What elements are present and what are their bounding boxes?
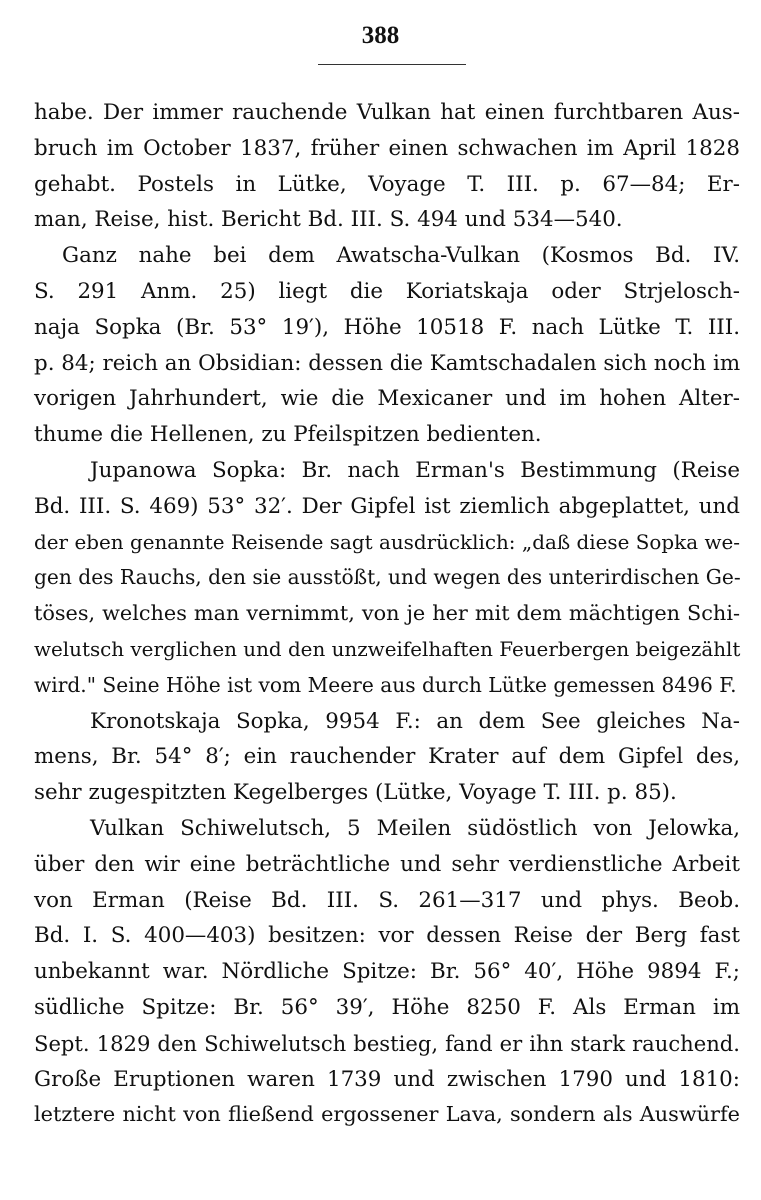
- text-line: S. 291 Anm. 25) liegt die Koriatskaja oder Strjelosch-: [34, 278, 740, 304]
- text-line: habe. Der immer rauchende Vulkan hat einen furchtbaren Aus-: [34, 100, 740, 125]
- text-line: Bd. III. S. 469) 53° 32′. Der Gipfel ist ziemlich abgeplattet, und: [34, 493, 740, 519]
- text-line: bruch im October 1837, früher einen schwachen im April 1828: [34, 135, 740, 161]
- text-line: über den wir eine beträchtliche und sehr verdienstliche Arbeit: [34, 851, 740, 877]
- text-line: man, Reise, hist. Bericht Bd. III. S. 494 und 534—540.: [34, 207, 623, 233]
- text-line: gehabt. Postels in Lütke, Voyage T. III. p. 67—84; Er-: [34, 171, 740, 197]
- text-line: naja Sopka (Br. 53° 19′), Höhe 10518 F. nach Lütke T. III.: [34, 314, 740, 340]
- text-line: Bd. I. S. 400—403) besitzen: vor dessen Reise der Berg fast: [34, 923, 740, 949]
- text-line: Vulkan Schiwelutsch, 5 Meilen südöstlich von Jelowka,: [90, 815, 740, 841]
- page-number: 388: [361, 22, 400, 49]
- text-line: Kronotskaja Sopka, 9954 F.: an dem See gleiches Na-: [90, 708, 740, 734]
- text-line: welutsch verglichen und den unzweifelhaften Feuerbergen beigezählt: [34, 637, 741, 661]
- text-line: südliche Spitze: Br. 56° 39′, Höhe 8250 F. Als Erman im: [34, 994, 740, 1020]
- text-line: sehr zugespitzten Kegelberges (Lütke, Voyage T. III. p. 85).: [34, 780, 677, 806]
- body-text: [34, 95, 740, 1133]
- text-line: mens, Br. 54° 8′; ein rauchender Krater auf dem Gipfel des,: [34, 744, 740, 770]
- text-line: unbekannt war. Nördliche Spitze: Br. 56° 40′, Höhe 9894 F.;: [34, 959, 740, 985]
- text-line: p. 84; reich an Obsidian: dessen die Kamtschadalen sich noch im: [34, 350, 741, 376]
- header-rule: [318, 64, 466, 65]
- text-line: der eben genannte Reisende sagt ausdrücklich: „daß diese Sopka we-: [34, 530, 740, 554]
- text-line: Jupanowa Sopka: Br. nach Erman's Bestimmung (Reise: [90, 457, 740, 483]
- text-line: letztere nicht von fließend ergossener Lava, sondern als Auswürfe: [34, 1102, 740, 1127]
- text-line: vorigen Jahrhundert, wie die Mexicaner und im hohen Alter-: [34, 386, 740, 412]
- text-line: töses, welches man vernimmt, von je her mit dem mächtigen Schi-: [34, 601, 740, 626]
- text-line: Sept. 1829 den Schiwelutsch bestieg, fand er ihn stark rauchend.: [34, 1030, 740, 1056]
- text-line: wird." Seine Höhe ist vom Meere aus durch Lütke gemessen 8496 F.: [34, 672, 737, 697]
- text-line: Große Eruptionen waren 1739 und zwischen 1790 und 1810:: [34, 1066, 740, 1092]
- text-line: von Erman (Reise Bd. III. S. 261—317 und phys. Beob.: [34, 887, 740, 913]
- text-line: Ganz nahe bei dem Awatscha-Vulkan (Kosmos Bd. IV.: [62, 243, 740, 269]
- text-line: thume die Hellenen, zu Pfeilspitzen bedienten.: [34, 422, 542, 448]
- text-line: gen des Rauchs, den sie ausstößt, und wegen des unterirdischen Ge-: [34, 565, 741, 590]
